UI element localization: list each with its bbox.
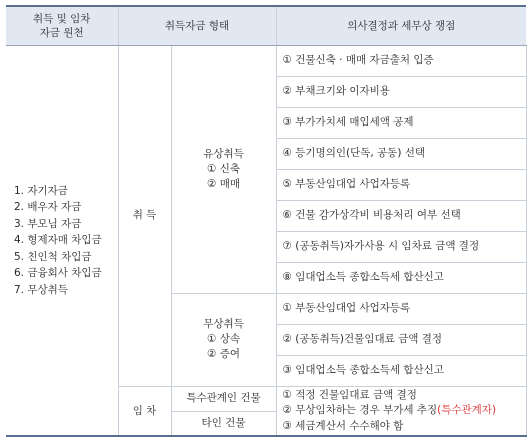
issue-cell: ② 부채크기와 이자비용 bbox=[276, 76, 526, 107]
free-acquisition-option: ① 상속 bbox=[206, 333, 241, 345]
header-funding-source-line2: 자금 원천 bbox=[39, 26, 84, 39]
issue-cell: ⑥ 건물 감가상각비 비용처리 여부 선택 bbox=[276, 200, 526, 231]
lease-issue: ③ 세금계산서 수수해야 함 bbox=[282, 419, 404, 432]
issue-cell: ③ 부가가치세 매입세액 공제 bbox=[276, 107, 526, 138]
issue-cell: ⑦ (공동취득)자가사용 시 임차료 금액 결정 bbox=[276, 231, 526, 262]
free-acquisition-option: ② 증여 bbox=[206, 348, 241, 360]
lease-special-relation-building: 특수관계인 건물 bbox=[171, 386, 276, 411]
free-acquisition-title: 무상취득 bbox=[203, 318, 244, 330]
issue-cell: ③ 임대업소득 종합소득세 합산신고 bbox=[276, 355, 526, 386]
lease-issues-cell bbox=[276, 386, 526, 436]
list-item: 2. 배우자 자금 bbox=[14, 201, 82, 213]
lease-issue: ① 적정 건물임대료 금액 결정 bbox=[282, 388, 417, 401]
paid-acquisition-option: ② 매매 bbox=[206, 177, 241, 190]
paid-acquisition-option: ① 신축 bbox=[206, 162, 241, 175]
paid-acquisition-title: 유상취득 bbox=[203, 147, 244, 160]
funding-source-list bbox=[14, 183, 112, 299]
header-funding-source-line1: 취득 및 임차 bbox=[33, 12, 91, 25]
issue-cell: ⑧ 임대업소득 종합소득세 합산신고 bbox=[276, 262, 526, 293]
list-item: 3. 부모님 자금 bbox=[14, 217, 82, 230]
issue-cell: ① 부동산임대업 사업자등록 bbox=[276, 293, 526, 324]
acquisition-label: 취 득 bbox=[118, 45, 171, 386]
lease-other-building: 타인 건물 bbox=[171, 411, 276, 436]
issue-cell: ⑤ 부동산임대업 사업자등록 bbox=[276, 169, 526, 200]
lease-issue bbox=[283, 403, 520, 419]
lease-label: 임 차 bbox=[118, 386, 171, 436]
list-item: 1. 자기자금 bbox=[14, 184, 68, 197]
funding-source-cell bbox=[6, 45, 118, 436]
header-funding-source bbox=[6, 6, 118, 45]
issue-cell: ④ 등기명의인(단독, 공동) 선택 bbox=[276, 138, 526, 169]
list-item: 7. 무상취득 bbox=[14, 283, 68, 296]
lease-issue-highlight: (특수관계자) bbox=[437, 404, 497, 416]
lease-issue-text: ② 무상임차하는 경우 부가세 추징 bbox=[282, 404, 438, 416]
header-funding-type: 취득자금 형태 bbox=[118, 6, 276, 45]
header-row bbox=[6, 6, 526, 45]
table-row bbox=[6, 45, 526, 76]
header-issues: 의사결정과 세무상 쟁점 bbox=[276, 6, 526, 45]
list-item: 6. 금융회사 차입금 bbox=[14, 267, 102, 279]
list-item: 5. 친인척 차입금 bbox=[14, 250, 92, 263]
paid-acquisition-cell bbox=[171, 45, 276, 293]
funding-issues-table bbox=[6, 5, 527, 437]
issue-cell: ① 건물신축 · 매매 자금출처 입증 bbox=[276, 45, 526, 76]
free-acquisition-cell bbox=[171, 293, 276, 386]
list-item: 4. 형제자매 차입금 bbox=[14, 234, 102, 246]
issue-cell: ② (공동취득)건물임대료 금액 결정 bbox=[276, 324, 526, 355]
